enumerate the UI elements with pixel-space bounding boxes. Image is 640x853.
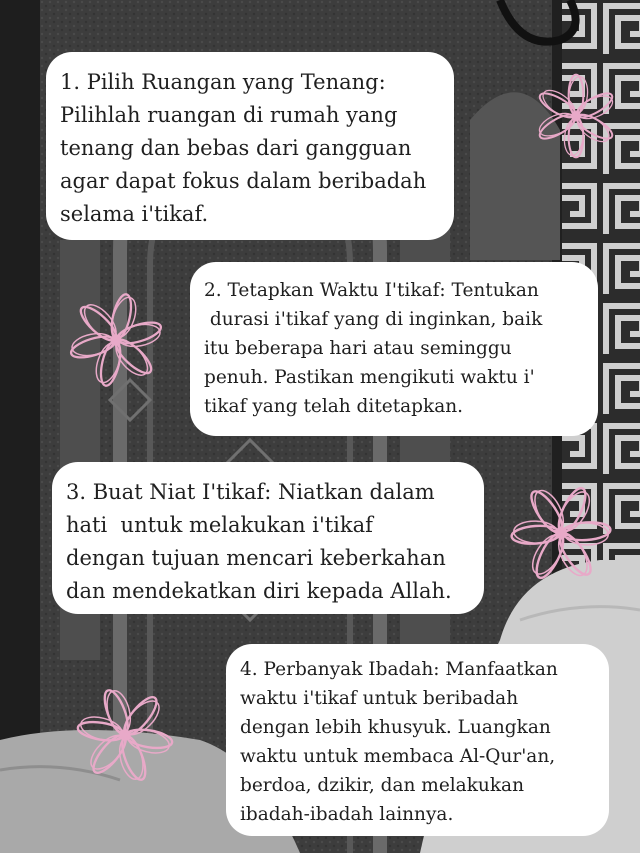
flower-doodle-icon — [530, 66, 622, 166]
tip-card-4 — [226, 644, 609, 836]
tip-card-3 — [52, 462, 484, 614]
tip-card-3-line: dan mendekatkan diri kepada Allah. — [66, 579, 452, 603]
tip-card-4-line: waktu i'tikaf untuk beribadah — [240, 688, 519, 709]
tip-card-1 — [46, 52, 454, 240]
tip-card-1-line: agar dapat fokus dalam beribadah — [60, 169, 427, 193]
tip-card-1-line: 1. Pilih Ruangan yang Tenang: — [60, 70, 386, 94]
tip-card-2-line: tikaf yang telah ditetapkan. — [204, 396, 464, 417]
tip-card-1-line: tenang dan bebas dari gangguan — [60, 136, 412, 160]
flower-doodle-icon — [506, 478, 616, 588]
tip-card-2-line: itu beberapa hari atau seminggu — [204, 338, 512, 359]
tip-card-4-line: berdoa, dzikir, dan melakukan — [240, 775, 524, 796]
tip-card-4-line: 4. Perbanyak Ibadah: Manfaatkan — [240, 659, 558, 680]
flower-doodle-icon — [64, 286, 168, 394]
tip-card-4-line: waktu untuk membaca Al-Qur'an, — [240, 746, 556, 767]
tip-card-3-line: 3. Buat Niat I'tikaf: Niatkan dalam — [66, 480, 435, 504]
tip-card-4-line: ibadah-ibadah lainnya. — [240, 804, 454, 825]
flower-doodle-icon — [72, 680, 178, 790]
tip-card-2-line: penuh. Pastikan mengikuti waktu i' — [204, 367, 535, 388]
tip-card-1-line: selama i'tikaf. — [60, 202, 209, 226]
tip-card-2 — [190, 262, 598, 436]
tip-card-3-line: hati untuk melakukan i'tikaf — [66, 513, 373, 537]
tip-card-2-line: 2. Tetapkan Waktu I'tikaf: Tentukan — [204, 280, 539, 301]
tip-card-1-line: Pilihlah ruangan di rumah yang — [60, 103, 398, 127]
tip-card-2-line: durasi i'tikaf yang di inginkan, baik — [204, 309, 543, 330]
tip-card-3-line: dengan tujuan mencari keberkahan — [66, 546, 446, 570]
tip-card-4-line: dengan lebih khusyuk. Luangkan — [240, 717, 551, 738]
